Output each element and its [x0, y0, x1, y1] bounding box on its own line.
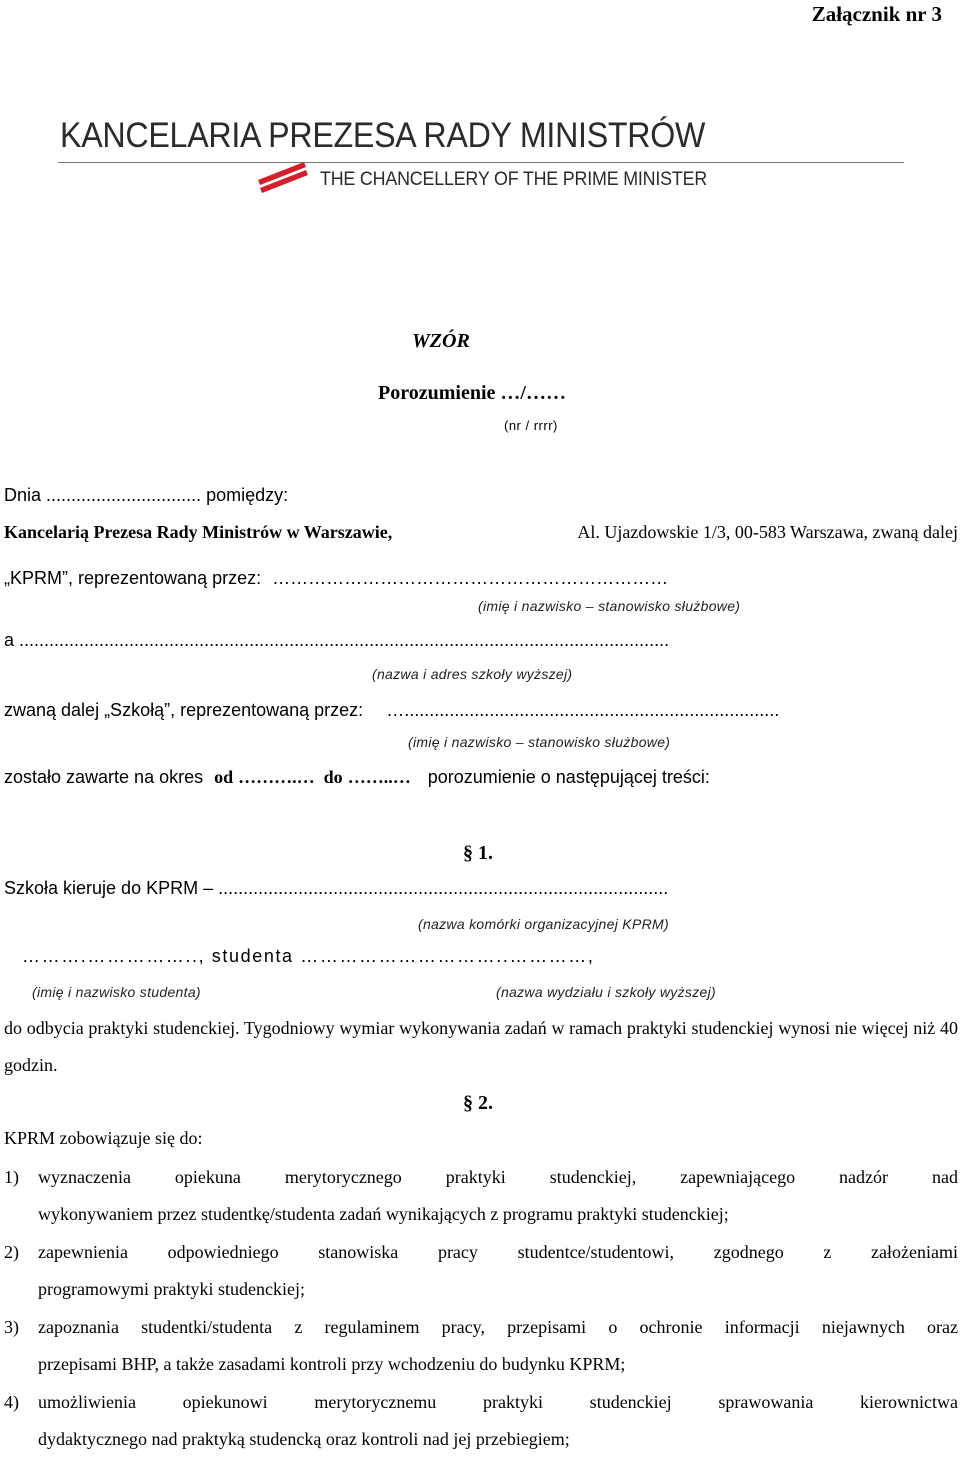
- agreement-title: Porozumienie …/……: [378, 382, 566, 404]
- party2-prefix: a: [4, 630, 15, 650]
- party2-line: [4, 630, 669, 651]
- template-label: WZÓR: [412, 330, 470, 352]
- list-item: [4, 1234, 958, 1308]
- agreement-number-hint: (nr / rrrr): [504, 418, 558, 433]
- period-from-label: od: [214, 767, 234, 787]
- list-item-line2: przepisami BHP, a także zasadami kontroli przy wchodzeniu do budynku KPRM;: [38, 1354, 626, 1374]
- unit-hint: (nazwa komórki organizacyjnej KPRM): [418, 916, 669, 932]
- party2-dots: ..................................................................................................................................: [19, 630, 670, 650]
- period-to-dots: ……..…: [347, 767, 411, 787]
- party1-line: [4, 522, 958, 543]
- section1-line1-text: Szkoła kieruje do KPRM –: [4, 878, 214, 898]
- party1-dots: …………………………………………………………: [272, 568, 669, 588]
- list-item-line2: wykonywaniem przez studentkę/studenta zadań wynikających z programu praktyki studenckiej;: [38, 1204, 729, 1224]
- period-line: [4, 767, 710, 788]
- party1-hint: (imię i nazwisko – stanowisko służbowe): [478, 598, 741, 614]
- list-item: [4, 1159, 958, 1233]
- date-line: [4, 485, 288, 506]
- list-item-number: 1): [4, 1167, 19, 1187]
- logo-divider: [58, 162, 904, 163]
- party1-represented-line: [4, 568, 668, 589]
- party1-name: Kancelarią Prezesa Rady Ministrów w Warszawie,: [4, 522, 393, 542]
- period-to-label: do: [323, 767, 343, 787]
- section1-heading: § 1.: [463, 842, 493, 864]
- list-item-line2: dydaktycznego nad praktyką studencką oraz kontroli nad jej przebiegiem;: [38, 1429, 570, 1449]
- list-item-number: 2): [4, 1242, 19, 1262]
- party2-hint: (nazwa i adres szkoły wyższej): [372, 666, 573, 682]
- party1-address: Al. Ujazdowskie 1/3, 00-583 Warszawa, zwaną dalej: [577, 522, 958, 542]
- kprm-logo: [58, 116, 904, 196]
- section2-heading: § 2.: [463, 1092, 493, 1114]
- list-item-number: 3): [4, 1317, 19, 1337]
- period-from-dots: ……….…: [238, 767, 315, 787]
- list-item-line1: umożliwienia opiekunowi merytorycznemu praktyki studenckiej sprawowania kierownictwa: [38, 1392, 958, 1412]
- logo-sub-text: THE CHANCELLERY OF THE PRIME MINISTER: [320, 169, 708, 190]
- section1-paragraph: do odbycia praktyki studenckiej. Tygodniowy wymiar wykonywania zadań w ramach praktyki studenckiej wynosi nie więcej niż 40 godzin.: [4, 1018, 958, 1075]
- annex-label: Załącznik nr 3: [811, 2, 942, 26]
- date-dots: ...............................: [46, 485, 202, 505]
- faculty-hint: (nazwa wydziału i szkoły wyższej): [496, 984, 716, 1000]
- party2-represented-line: [4, 700, 779, 721]
- list-item-line1: zapewnienia odpowiedniego stanowiska pracy studentce/studentowi, zgodnego z założeniami: [38, 1242, 958, 1262]
- list-item: [4, 1309, 958, 1383]
- list-item: [4, 1384, 958, 1458]
- party2-rep-hint: (imię i nazwisko – stanowisko służbowe): [408, 734, 671, 750]
- list-item-number: 4): [4, 1392, 19, 1412]
- section2-intro: KPRM zobowiązuje się do:: [4, 1128, 203, 1148]
- list-item-line1: zapoznania studentki/studenta z regulaminem pracy, przepisami o ochronie informacji niejawnych oraz: [38, 1317, 958, 1337]
- party2-represented: zwaną dalej „Szkołą”, reprezentowaną przez:: [4, 700, 364, 720]
- list-item-line1: wyznaczenia opiekuna merytorycznego praktyki studenckiej, zapewniającego nadzór nad: [38, 1167, 958, 1187]
- student-hint: (imię i nazwisko studenta): [32, 984, 201, 1000]
- logo-main-text: KANCELARIA PREZESA RADY MINISTRÓW: [60, 116, 706, 155]
- section1-line1: [4, 878, 668, 899]
- flag-emblem-icon: [256, 158, 312, 194]
- section1-line1-dots: ..........................................................................................: [218, 878, 669, 898]
- date-suffix: pomiędzy:: [206, 485, 289, 505]
- section1-line2: ……….…………….., studenta …………………………..…………,: [22, 946, 595, 966]
- date-prefix: Dnia: [4, 485, 42, 505]
- list-item-line2: programowymi praktyki studenckiej;: [38, 1279, 305, 1299]
- party2-rep-dots: …...........................................................................: [386, 700, 780, 720]
- period-suffix: porozumienie o następującej treści:: [427, 767, 710, 787]
- party1-represented: „KPRM”, reprezentowaną przez:: [4, 568, 262, 588]
- period-prefix: zostało zawarte na okres: [4, 767, 204, 787]
